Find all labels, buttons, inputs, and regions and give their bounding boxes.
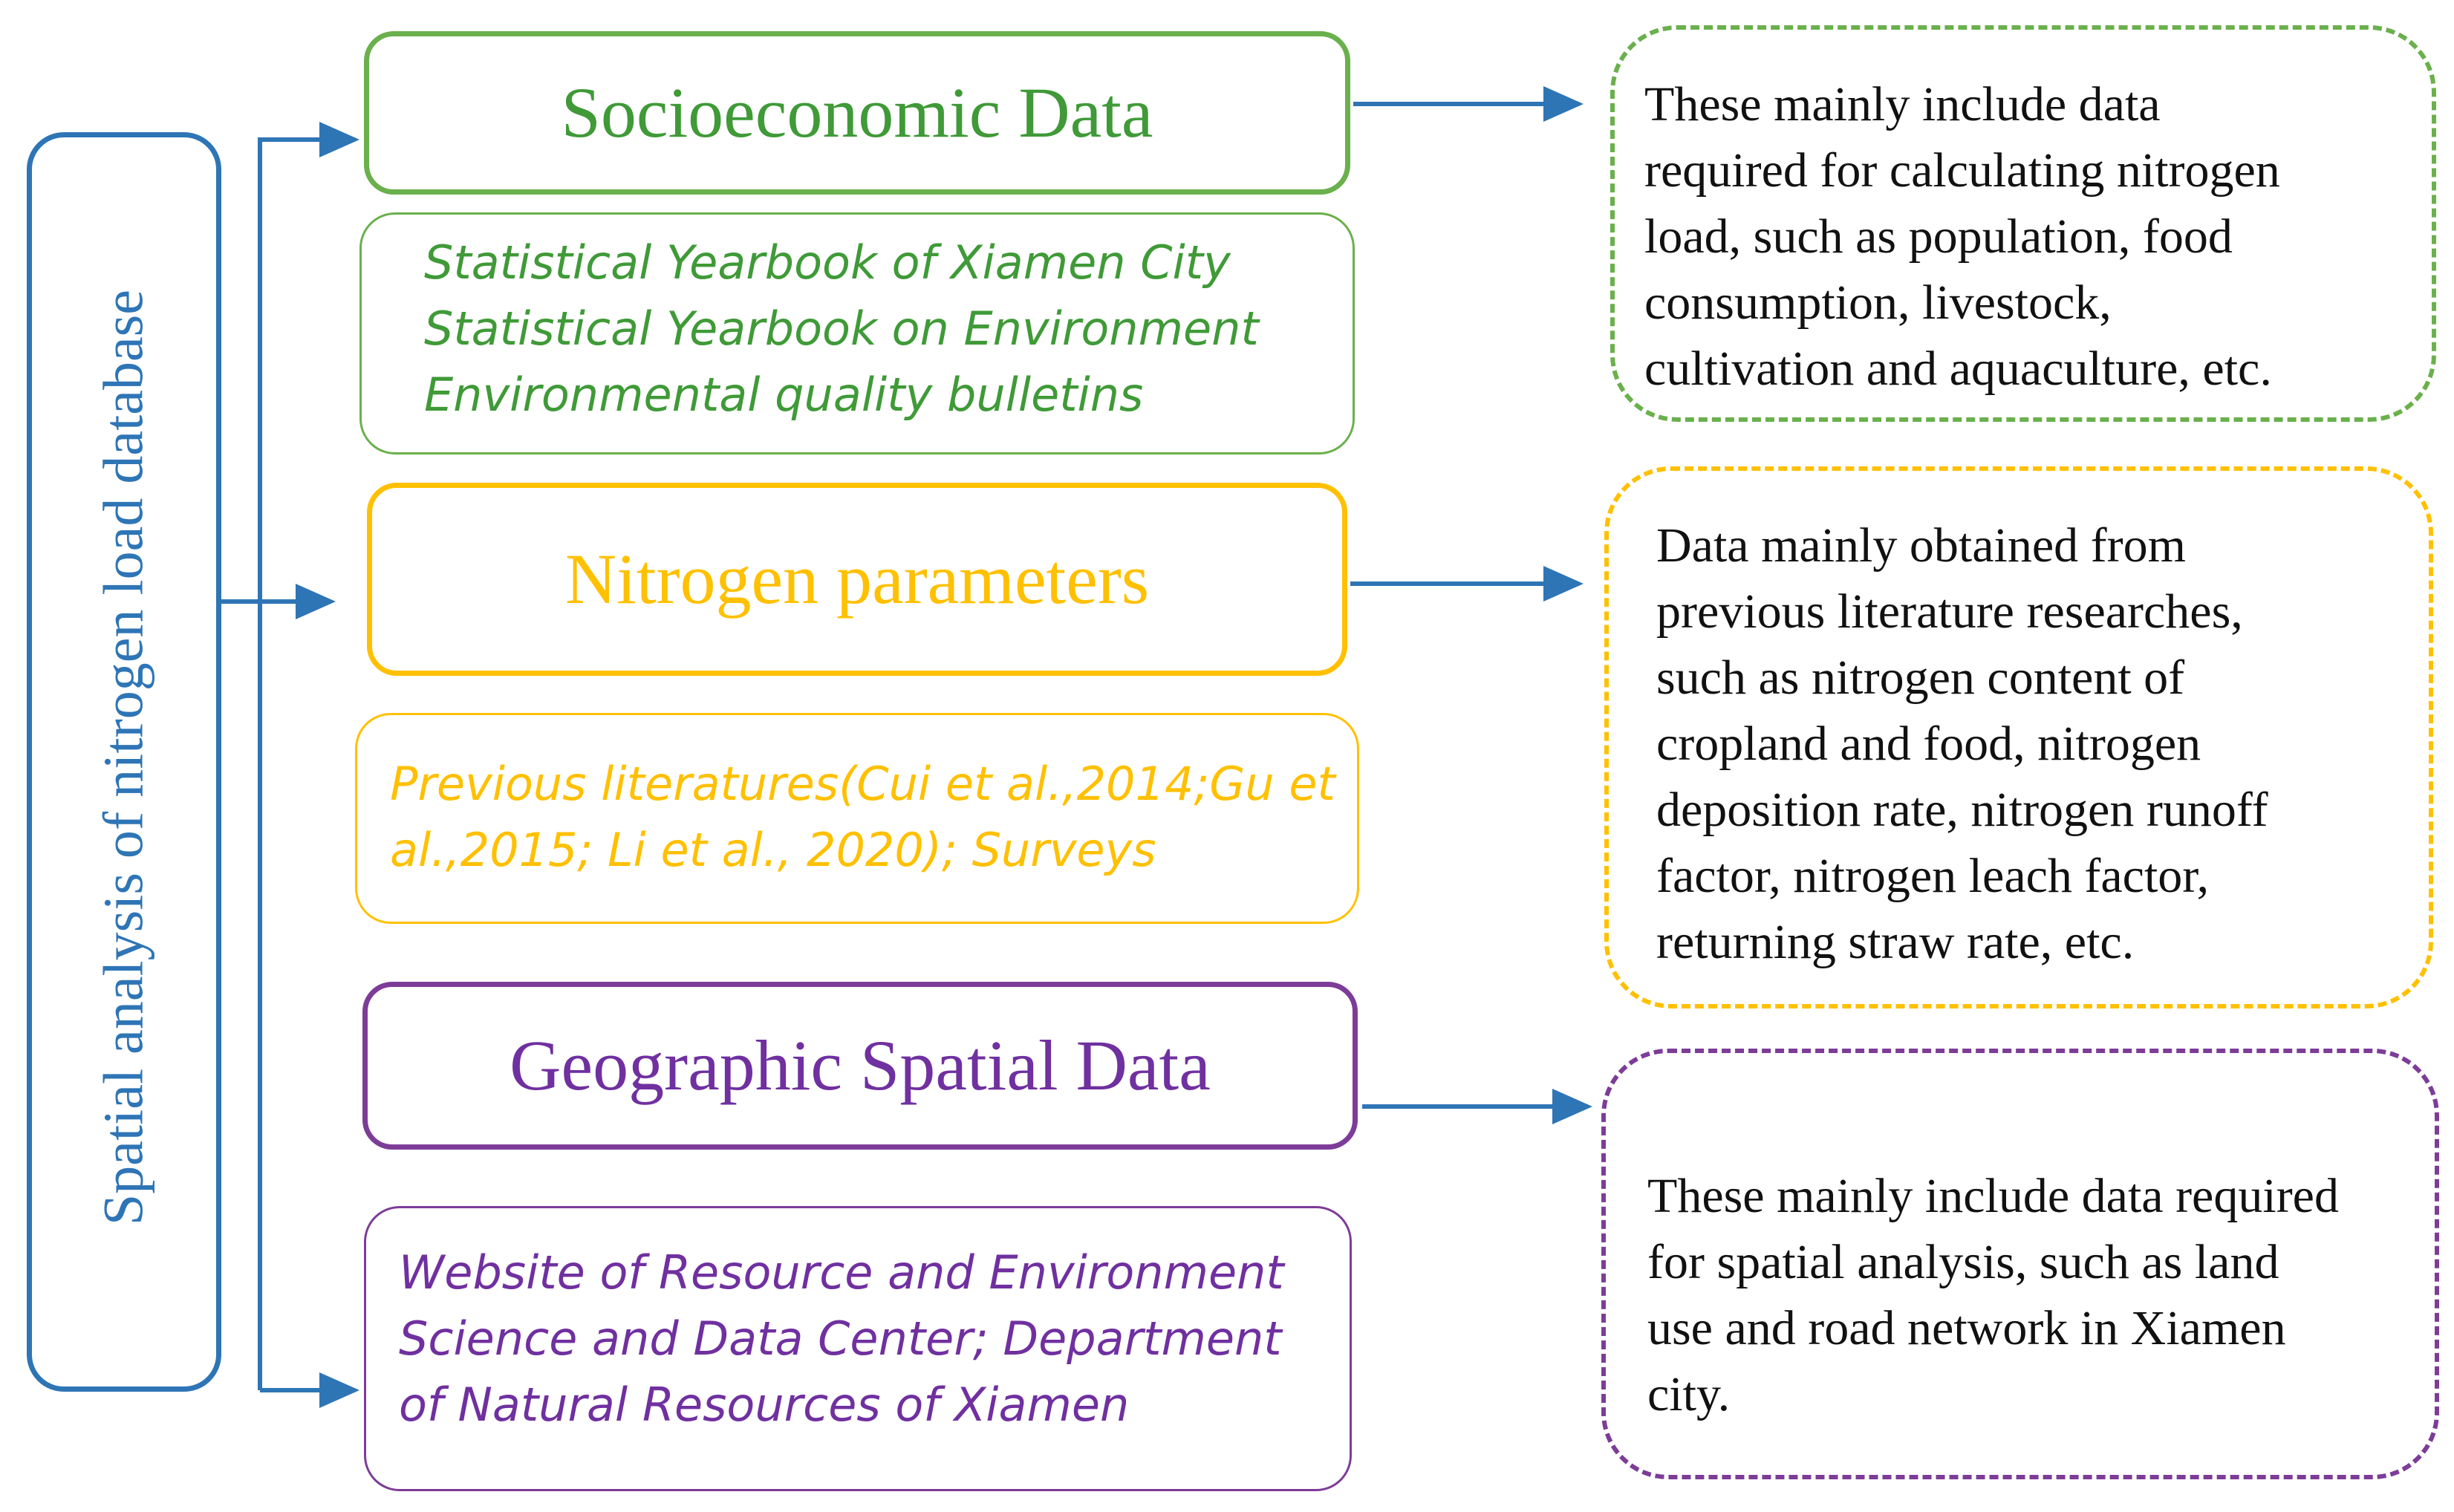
socioeconomic-sources-box — [359, 212, 1355, 454]
geographic-description-line: use and road network in Xiamen — [1647, 1301, 2286, 1355]
socioeconomic-description-line: consumption, livestock, — [1644, 276, 2112, 330]
geographic-sources-box — [364, 1206, 1352, 1491]
geographic-source-item: of Natural Resources of Xiamen — [399, 1378, 1130, 1432]
nitrogen-description-line: factor, nitrogen leach factor, — [1656, 849, 2210, 903]
socioeconomic-description-box — [1610, 25, 2436, 422]
geographic-source-item: Website of Resource and Environment — [399, 1245, 1284, 1300]
socioeconomic-description-line: required for calculating nitrogen — [1644, 143, 2280, 198]
geographic-description-line: city. — [1647, 1367, 1731, 1421]
geographic-description-line: for spatial analysis, such as land — [1647, 1235, 2279, 1289]
root-label: Spatial analysis of nitrogen load database — [92, 290, 155, 1225]
socioeconomic-description-line: These mainly include data — [1644, 77, 2161, 131]
geographic-source-item: Science and Data Center; Department — [399, 1311, 1282, 1366]
socioeconomic-source-item: Environmental quality bulletins — [424, 368, 1144, 422]
nitrogen-description-line: deposition rate, nitrogen runoff — [1656, 783, 2268, 837]
nitrogen-description-box — [1604, 466, 2433, 1008]
geographic-title-box — [362, 982, 1358, 1150]
socioeconomic-title: Socioeconomic Data — [561, 73, 1153, 152]
nitrogen-description-line: such as nitrogen content of — [1656, 651, 2185, 705]
geographic-description-line: These mainly include data required — [1647, 1169, 2339, 1223]
nitrogen-description-line: previous literature researches, — [1656, 584, 2243, 639]
nitrogen-description-line: cropland and food, nitrogen — [1656, 717, 2201, 771]
geographic-description-box — [1601, 1049, 2439, 1479]
nitrogen-description-line: returning straw rate, etc. — [1656, 915, 2135, 969]
nitrogen-description-line: Data mainly obtained from — [1656, 518, 2186, 573]
nitrogen-source-item: al.,2015; Li et al., 2020); Surveys — [390, 823, 1156, 877]
nitrogen-title: Nitrogen parameters — [564, 539, 1150, 619]
socioeconomic-title-box — [364, 31, 1350, 195]
geographic-title: Geographic Spatial Data — [510, 1026, 1211, 1105]
socioeconomic-source-item: Statistical Yearbook on Environment — [424, 302, 1259, 356]
socioeconomic-source-item: Statistical Yearbook of Xiamen City — [424, 235, 1231, 290]
nitrogen-sources-box — [355, 713, 1359, 924]
nitrogen-title-box — [367, 483, 1347, 676]
socioeconomic-description-line: load, such as population, food — [1644, 209, 2233, 264]
nitrogen-source-item: Previous literatures(Cui et al.,2014;Gu et — [390, 757, 1335, 811]
socioeconomic-description-line: cultivation and aquaculture, etc. — [1644, 342, 2272, 396]
